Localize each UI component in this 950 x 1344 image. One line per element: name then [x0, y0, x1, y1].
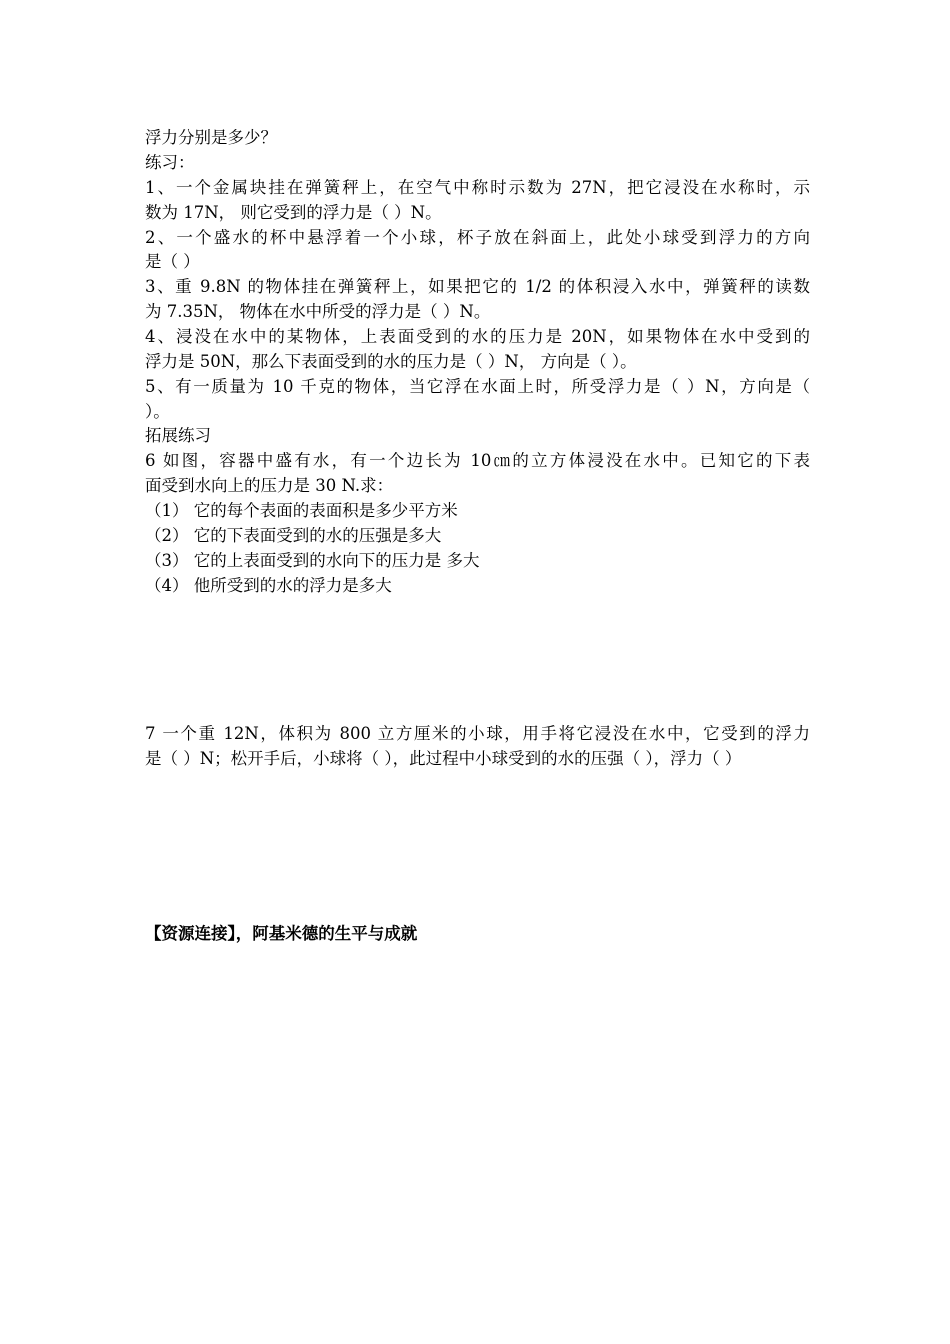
- question-2-line-1: 2、一个盛水的杯中悬浮着一个小球，杯子放在斜面上，此处小球受到浮力的方向: [145, 228, 810, 247]
- question-1-line-1: 1、一个金属块挂在弹簧秤上，在空气中称时示数为 27N，把它浸没在水称时，示: [145, 178, 810, 197]
- question-1-line-2: 数为 17N， 则它受到的浮力是（ ）N。: [145, 203, 442, 222]
- practice-heading: 练习：: [145, 153, 195, 172]
- question-5-line-1: 5、有一质量为 10 千克的物体，当它浮在水面上时，所受浮力是（ ）N，方向是（: [145, 377, 810, 396]
- question-3-line-2: 为 7.35N， 物体在水中所受的浮力是（ ）N。: [145, 302, 491, 321]
- question-6-sub-3: （3） 它的上表面受到的水向下的压力是 多大: [145, 551, 480, 570]
- question-6-sub-1: （1） 它的每个表面的表面积是多少平方米: [145, 501, 458, 520]
- question-5-line-2: ）。: [145, 402, 170, 421]
- question-4-line-2: 浮力是 50N，那么下表面受到的水的压力是（ ）N， 方向是（ ）。: [145, 352, 637, 371]
- question-6-sub-2: （2） 它的下表面受到的水的压强是多大: [145, 526, 442, 545]
- question-6-line-2: 面受到水向上的压力是 30 N.求：: [145, 476, 394, 495]
- question-3-line-1: 3、重 9.8N 的物体挂在弹簧秤上，如果把它的 1/2 的体积浸入水中，弹簧秤的读数: [145, 277, 810, 296]
- question-7-line-1: 7 一个重 12N，体积为 800 立方厘米的小球，用手将它浸没在水中，它受到的浮力: [145, 724, 810, 743]
- intro-question: 浮力分别是多少？: [145, 128, 277, 147]
- question-7-line-2: 是（ ）N；松开手后，小球将（ ），此过程中小球受到的水的压强（ ），浮力（ ）: [145, 749, 742, 768]
- question-2-line-2: 是（ ）: [145, 252, 200, 271]
- question-6-sub-4: （4） 他所受到的水的浮力是多大: [145, 576, 392, 595]
- resource-link: 【资源连接】，阿基米德的生平与成就: [145, 924, 418, 943]
- question-4-line-1: 4、浸没在水中的某物体，上表面受到的水的压力是 20N，如果物体在水中受到的: [145, 327, 810, 346]
- extension-heading: 拓展练习: [145, 426, 211, 445]
- question-6-line-1: 6 如图，容器中盛有水，有一个边长为 10㎝的立方体浸没在水中。已知它的下表: [145, 451, 810, 470]
